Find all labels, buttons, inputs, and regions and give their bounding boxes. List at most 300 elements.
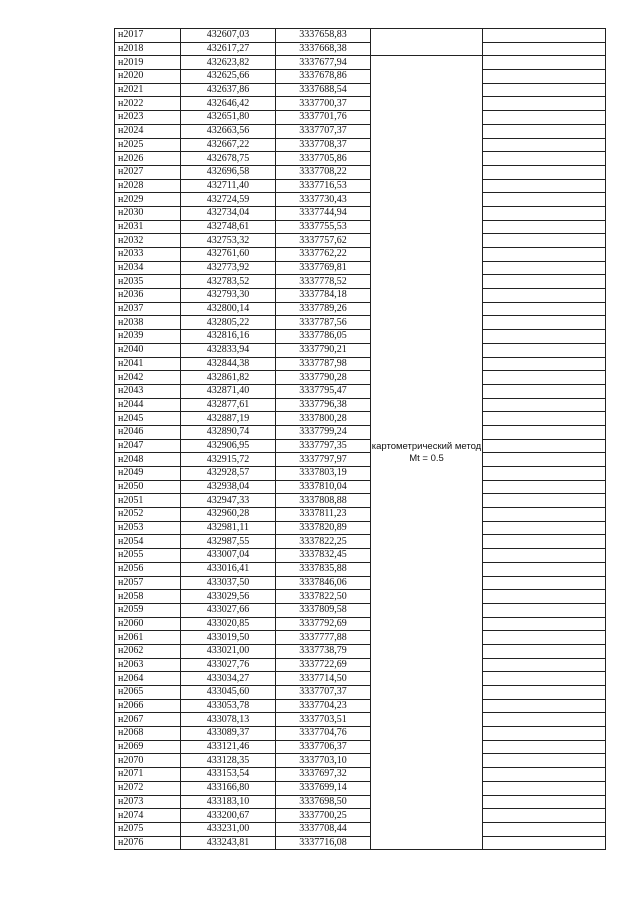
x-coordinate-cell: 432871,40 xyxy=(181,384,276,398)
point-id-cell: н2019 xyxy=(115,56,181,70)
empty-cell xyxy=(483,686,606,700)
point-id-cell: н2047 xyxy=(115,439,181,453)
point-id-cell: н2052 xyxy=(115,508,181,522)
point-id-cell: н2023 xyxy=(115,111,181,125)
y-coordinate-cell: 3337846,06 xyxy=(276,576,371,590)
table-row xyxy=(115,248,606,262)
empty-cell xyxy=(483,371,606,385)
x-coordinate-cell: 433166,80 xyxy=(181,781,276,795)
x-coordinate-cell: 432724,59 xyxy=(181,193,276,207)
point-id-cell: н2044 xyxy=(115,398,181,412)
empty-cell xyxy=(483,220,606,234)
table-row xyxy=(115,193,606,207)
y-coordinate-cell: 3337787,56 xyxy=(276,316,371,330)
point-id-cell: н2041 xyxy=(115,357,181,371)
point-id-cell: н2057 xyxy=(115,576,181,590)
table-row xyxy=(115,330,606,344)
table-row xyxy=(115,658,606,672)
table-row xyxy=(115,576,606,590)
y-coordinate-cell: 3337716,53 xyxy=(276,179,371,193)
empty-cell xyxy=(483,138,606,152)
x-coordinate-cell: 432844,38 xyxy=(181,357,276,371)
x-coordinate-cell: 432761,60 xyxy=(181,248,276,262)
x-coordinate-cell: 432833,94 xyxy=(181,343,276,357)
y-coordinate-cell: 3337809,58 xyxy=(276,603,371,617)
point-id-cell: н2076 xyxy=(115,836,181,850)
y-coordinate-cell: 3337769,81 xyxy=(276,261,371,275)
empty-cell xyxy=(483,330,606,344)
x-coordinate-cell: 433037,50 xyxy=(181,576,276,590)
y-coordinate-cell: 3337708,22 xyxy=(276,165,371,179)
empty-cell xyxy=(483,384,606,398)
table-row xyxy=(115,124,606,138)
x-coordinate-cell: 432651,80 xyxy=(181,111,276,125)
table-row xyxy=(115,371,606,385)
x-coordinate-cell: 432915,72 xyxy=(181,453,276,467)
empty-cell xyxy=(483,658,606,672)
table-row xyxy=(115,672,606,686)
table-row xyxy=(115,603,606,617)
table-row xyxy=(115,165,606,179)
empty-cell xyxy=(483,206,606,220)
point-id-cell: н2061 xyxy=(115,631,181,645)
y-coordinate-cell: 3337787,98 xyxy=(276,357,371,371)
table-row xyxy=(115,480,606,494)
table-row xyxy=(115,398,606,412)
empty-cell xyxy=(483,357,606,371)
table-row xyxy=(115,220,606,234)
table-row xyxy=(115,412,606,426)
table-row xyxy=(115,713,606,727)
point-id-cell: н2071 xyxy=(115,768,181,782)
point-id-cell: н2029 xyxy=(115,193,181,207)
empty-cell xyxy=(483,425,606,439)
point-id-cell: н2045 xyxy=(115,412,181,426)
empty-cell xyxy=(483,42,606,56)
y-coordinate-cell: 3337777,88 xyxy=(276,631,371,645)
table-row xyxy=(115,179,606,193)
point-id-cell: н2021 xyxy=(115,83,181,97)
point-id-cell: н2067 xyxy=(115,713,181,727)
table-row xyxy=(115,29,606,43)
coordinates-table-body xyxy=(115,29,606,850)
y-coordinate-cell: 3337708,37 xyxy=(276,138,371,152)
point-id-cell: н2027 xyxy=(115,165,181,179)
table-row xyxy=(115,138,606,152)
x-coordinate-cell: 433027,76 xyxy=(181,658,276,672)
point-id-cell: н2035 xyxy=(115,275,181,289)
empty-cell xyxy=(483,111,606,125)
point-id-cell: н2064 xyxy=(115,672,181,686)
point-id-cell: н2046 xyxy=(115,425,181,439)
method-note-text: картометрический метод Mt = 0.5 xyxy=(371,440,482,464)
empty-cell xyxy=(483,699,606,713)
table-row xyxy=(115,384,606,398)
table-row xyxy=(115,343,606,357)
empty-cell xyxy=(483,261,606,275)
point-id-cell: н2050 xyxy=(115,480,181,494)
y-coordinate-cell: 3337708,44 xyxy=(276,822,371,836)
empty-cell xyxy=(483,439,606,453)
table-row xyxy=(115,261,606,275)
x-coordinate-cell: 433231,00 xyxy=(181,822,276,836)
empty-cell xyxy=(483,508,606,522)
x-coordinate-cell: 433128,35 xyxy=(181,754,276,768)
table-row xyxy=(115,822,606,836)
table-row xyxy=(115,617,606,631)
table-row xyxy=(115,727,606,741)
point-id-cell: н2070 xyxy=(115,754,181,768)
x-coordinate-cell: 432906,95 xyxy=(181,439,276,453)
x-coordinate-cell: 432981,11 xyxy=(181,521,276,535)
empty-cell xyxy=(483,343,606,357)
x-coordinate-cell: 432861,82 xyxy=(181,371,276,385)
y-coordinate-cell: 3337789,26 xyxy=(276,302,371,316)
y-coordinate-cell: 3337811,23 xyxy=(276,508,371,522)
point-id-cell: н2026 xyxy=(115,152,181,166)
x-coordinate-cell: 433243,81 xyxy=(181,836,276,850)
y-coordinate-cell: 3337699,14 xyxy=(276,781,371,795)
empty-cell xyxy=(483,467,606,481)
x-coordinate-cell: 432816,16 xyxy=(181,330,276,344)
point-id-cell: н2075 xyxy=(115,822,181,836)
x-coordinate-cell: 433016,41 xyxy=(181,562,276,576)
table-row xyxy=(115,562,606,576)
y-coordinate-cell: 3337757,62 xyxy=(276,234,371,248)
empty-cell xyxy=(483,672,606,686)
empty-cell xyxy=(483,179,606,193)
point-id-cell: н2033 xyxy=(115,248,181,262)
y-coordinate-cell: 3337697,32 xyxy=(276,768,371,782)
y-coordinate-cell: 3337703,10 xyxy=(276,754,371,768)
y-coordinate-cell: 3337700,25 xyxy=(276,809,371,823)
table-row xyxy=(115,316,606,330)
table-row xyxy=(115,70,606,84)
table-row xyxy=(115,453,606,467)
point-id-cell: н2028 xyxy=(115,179,181,193)
y-coordinate-cell: 3337786,05 xyxy=(276,330,371,344)
table-row xyxy=(115,42,606,56)
x-coordinate-cell: 432678,75 xyxy=(181,152,276,166)
point-id-cell: н2065 xyxy=(115,686,181,700)
empty-cell xyxy=(483,713,606,727)
empty-cell xyxy=(483,56,606,70)
empty-cell xyxy=(483,795,606,809)
x-coordinate-cell: 432625,66 xyxy=(181,70,276,84)
y-coordinate-cell: 3337707,37 xyxy=(276,686,371,700)
y-coordinate-cell: 3337820,89 xyxy=(276,521,371,535)
empty-cell xyxy=(483,740,606,754)
point-id-cell: н2053 xyxy=(115,521,181,535)
empty-cell xyxy=(483,275,606,289)
empty-cell xyxy=(483,576,606,590)
empty-cell xyxy=(483,836,606,850)
y-coordinate-cell: 3337705,86 xyxy=(276,152,371,166)
y-coordinate-cell: 3337706,37 xyxy=(276,740,371,754)
empty-cell xyxy=(483,535,606,549)
y-coordinate-cell: 3337707,37 xyxy=(276,124,371,138)
point-id-cell: н2074 xyxy=(115,809,181,823)
y-coordinate-cell: 3337790,28 xyxy=(276,371,371,385)
x-coordinate-cell: 432617,27 xyxy=(181,42,276,56)
x-coordinate-cell: 432805,22 xyxy=(181,316,276,330)
y-coordinate-cell: 3337822,25 xyxy=(276,535,371,549)
y-coordinate-cell: 3337704,76 xyxy=(276,727,371,741)
x-coordinate-cell: 433029,56 xyxy=(181,590,276,604)
empty-cell xyxy=(483,70,606,84)
table-row xyxy=(115,754,606,768)
empty-cell xyxy=(483,97,606,111)
y-coordinate-cell: 3337762,22 xyxy=(276,248,371,262)
table-row xyxy=(115,83,606,97)
point-id-cell: н2038 xyxy=(115,316,181,330)
empty-cell xyxy=(483,727,606,741)
y-coordinate-cell: 3337722,69 xyxy=(276,658,371,672)
empty-cell xyxy=(483,549,606,563)
point-id-cell: н2049 xyxy=(115,467,181,481)
x-coordinate-cell: 432890,74 xyxy=(181,425,276,439)
x-coordinate-cell: 432928,57 xyxy=(181,467,276,481)
x-coordinate-cell: 433021,00 xyxy=(181,644,276,658)
y-coordinate-cell: 3337810,04 xyxy=(276,480,371,494)
empty-cell xyxy=(483,781,606,795)
empty-cell xyxy=(483,768,606,782)
point-id-cell: н2059 xyxy=(115,603,181,617)
empty-cell xyxy=(483,453,606,467)
table-row xyxy=(115,836,606,850)
point-id-cell: н2072 xyxy=(115,781,181,795)
point-id-cell: н2036 xyxy=(115,289,181,303)
x-coordinate-cell: 433089,37 xyxy=(181,727,276,741)
table-row xyxy=(115,152,606,166)
empty-cell xyxy=(483,193,606,207)
table-row xyxy=(115,699,606,713)
x-coordinate-cell: 432667,22 xyxy=(181,138,276,152)
point-id-cell: н2031 xyxy=(115,220,181,234)
empty-cell xyxy=(483,234,606,248)
empty-cell xyxy=(483,494,606,508)
y-coordinate-cell: 3337822,50 xyxy=(276,590,371,604)
point-id-cell: н2051 xyxy=(115,494,181,508)
y-coordinate-cell: 3337730,43 xyxy=(276,193,371,207)
empty-cell xyxy=(483,29,606,43)
y-coordinate-cell: 3337716,08 xyxy=(276,836,371,850)
coordinates-table xyxy=(114,28,606,850)
point-id-cell: н2055 xyxy=(115,549,181,563)
table-row xyxy=(115,467,606,481)
x-coordinate-cell: 433078,13 xyxy=(181,713,276,727)
empty-cell xyxy=(483,822,606,836)
y-coordinate-cell: 3337832,45 xyxy=(276,549,371,563)
x-coordinate-cell: 432734,04 xyxy=(181,206,276,220)
y-coordinate-cell: 3337738,79 xyxy=(276,644,371,658)
x-coordinate-cell: 432623,82 xyxy=(181,56,276,70)
y-coordinate-cell: 3337688,54 xyxy=(276,83,371,97)
table-row xyxy=(115,631,606,645)
empty-cell xyxy=(483,289,606,303)
empty-cell xyxy=(483,165,606,179)
empty-cell xyxy=(483,754,606,768)
table-row xyxy=(115,111,606,125)
y-coordinate-cell: 3337795,47 xyxy=(276,384,371,398)
point-id-cell: н2039 xyxy=(115,330,181,344)
table-row xyxy=(115,275,606,289)
x-coordinate-cell: 433183,10 xyxy=(181,795,276,809)
note-cell-empty xyxy=(371,29,483,56)
y-coordinate-cell: 3337668,38 xyxy=(276,42,371,56)
y-coordinate-cell: 3337803,19 xyxy=(276,467,371,481)
y-coordinate-cell: 3337799,24 xyxy=(276,425,371,439)
empty-cell xyxy=(483,412,606,426)
y-coordinate-cell: 3337678,86 xyxy=(276,70,371,84)
point-id-cell: н2063 xyxy=(115,658,181,672)
table-row xyxy=(115,425,606,439)
empty-cell xyxy=(483,248,606,262)
table-row xyxy=(115,302,606,316)
empty-cell xyxy=(483,152,606,166)
y-coordinate-cell: 3337784,18 xyxy=(276,289,371,303)
y-coordinate-cell: 3337790,21 xyxy=(276,343,371,357)
empty-cell xyxy=(483,398,606,412)
point-id-cell: н2032 xyxy=(115,234,181,248)
point-id-cell: н2040 xyxy=(115,343,181,357)
empty-cell xyxy=(483,603,606,617)
y-coordinate-cell: 3337714,50 xyxy=(276,672,371,686)
point-id-cell: н2043 xyxy=(115,384,181,398)
x-coordinate-cell: 433020,85 xyxy=(181,617,276,631)
x-coordinate-cell: 432938,04 xyxy=(181,480,276,494)
table-row xyxy=(115,686,606,700)
point-id-cell: н2020 xyxy=(115,70,181,84)
table-row xyxy=(115,781,606,795)
table-row xyxy=(115,549,606,563)
y-coordinate-cell: 3337835,88 xyxy=(276,562,371,576)
empty-cell xyxy=(483,521,606,535)
x-coordinate-cell: 433045,60 xyxy=(181,686,276,700)
y-coordinate-cell: 3337792,69 xyxy=(276,617,371,631)
x-coordinate-cell: 432877,61 xyxy=(181,398,276,412)
table-row xyxy=(115,535,606,549)
x-coordinate-cell: 432646,42 xyxy=(181,97,276,111)
point-id-cell: н2017 xyxy=(115,29,181,43)
y-coordinate-cell: 3337800,28 xyxy=(276,412,371,426)
x-coordinate-cell: 432637,86 xyxy=(181,83,276,97)
point-id-cell: н2034 xyxy=(115,261,181,275)
point-id-cell: н2042 xyxy=(115,371,181,385)
point-id-cell: н2069 xyxy=(115,740,181,754)
point-id-cell: н2058 xyxy=(115,590,181,604)
y-coordinate-cell: 3337755,53 xyxy=(276,220,371,234)
y-coordinate-cell: 3337658,83 xyxy=(276,29,371,43)
y-coordinate-cell: 3337808,88 xyxy=(276,494,371,508)
point-id-cell: н2073 xyxy=(115,795,181,809)
x-coordinate-cell: 432793,30 xyxy=(181,289,276,303)
y-coordinate-cell: 3337797,97 xyxy=(276,453,371,467)
table-row xyxy=(115,809,606,823)
table-row xyxy=(115,590,606,604)
point-id-cell: н2018 xyxy=(115,42,181,56)
x-coordinate-cell: 432800,14 xyxy=(181,302,276,316)
x-coordinate-cell: 432663,56 xyxy=(181,124,276,138)
y-coordinate-cell: 3337704,23 xyxy=(276,699,371,713)
empty-cell xyxy=(483,617,606,631)
x-coordinate-cell: 432773,92 xyxy=(181,261,276,275)
point-id-cell: н2048 xyxy=(115,453,181,467)
empty-cell xyxy=(483,302,606,316)
table-row xyxy=(115,357,606,371)
y-coordinate-cell: 3337677,94 xyxy=(276,56,371,70)
y-coordinate-cell: 3337796,38 xyxy=(276,398,371,412)
point-id-cell: н2068 xyxy=(115,727,181,741)
x-coordinate-cell: 432753,32 xyxy=(181,234,276,248)
table-row xyxy=(115,439,606,453)
table-row xyxy=(115,795,606,809)
table-row xyxy=(115,740,606,754)
table-row xyxy=(115,206,606,220)
point-id-cell: н2056 xyxy=(115,562,181,576)
point-id-cell: н2022 xyxy=(115,97,181,111)
y-coordinate-cell: 3337700,37 xyxy=(276,97,371,111)
point-id-cell: н2066 xyxy=(115,699,181,713)
x-coordinate-cell: 432696,58 xyxy=(181,165,276,179)
x-coordinate-cell: 432607,03 xyxy=(181,29,276,43)
table-row xyxy=(115,56,606,70)
point-id-cell: н2037 xyxy=(115,302,181,316)
x-coordinate-cell: 432887,19 xyxy=(181,412,276,426)
x-coordinate-cell: 432960,28 xyxy=(181,508,276,522)
x-coordinate-cell: 433121,46 xyxy=(181,740,276,754)
x-coordinate-cell: 433019,50 xyxy=(181,631,276,645)
point-id-cell: н2030 xyxy=(115,206,181,220)
y-coordinate-cell: 3337703,51 xyxy=(276,713,371,727)
empty-cell xyxy=(483,809,606,823)
point-id-cell: н2054 xyxy=(115,535,181,549)
point-id-cell: н2024 xyxy=(115,124,181,138)
table-row xyxy=(115,644,606,658)
table-row xyxy=(115,494,606,508)
x-coordinate-cell: 432987,55 xyxy=(181,535,276,549)
table-row xyxy=(115,768,606,782)
empty-cell xyxy=(483,83,606,97)
empty-cell xyxy=(483,316,606,330)
x-coordinate-cell: 433153,54 xyxy=(181,768,276,782)
x-coordinate-cell: 432947,33 xyxy=(181,494,276,508)
table-row xyxy=(115,97,606,111)
method-note-cell xyxy=(371,56,483,850)
x-coordinate-cell: 432783,52 xyxy=(181,275,276,289)
y-coordinate-cell: 3337778,52 xyxy=(276,275,371,289)
empty-cell xyxy=(483,590,606,604)
x-coordinate-cell: 432711,40 xyxy=(181,179,276,193)
x-coordinate-cell: 433027,66 xyxy=(181,603,276,617)
point-id-cell: н2062 xyxy=(115,644,181,658)
point-id-cell: н2025 xyxy=(115,138,181,152)
empty-cell xyxy=(483,644,606,658)
y-coordinate-cell: 3337744,94 xyxy=(276,206,371,220)
empty-cell xyxy=(483,124,606,138)
empty-cell xyxy=(483,480,606,494)
table-row xyxy=(115,289,606,303)
x-coordinate-cell: 432748,61 xyxy=(181,220,276,234)
x-coordinate-cell: 433053,78 xyxy=(181,699,276,713)
empty-cell xyxy=(483,631,606,645)
point-id-cell: н2060 xyxy=(115,617,181,631)
x-coordinate-cell: 433034,27 xyxy=(181,672,276,686)
table-row xyxy=(115,508,606,522)
y-coordinate-cell: 3337701,76 xyxy=(276,111,371,125)
y-coordinate-cell: 3337698,50 xyxy=(276,795,371,809)
y-coordinate-cell: 3337797,35 xyxy=(276,439,371,453)
